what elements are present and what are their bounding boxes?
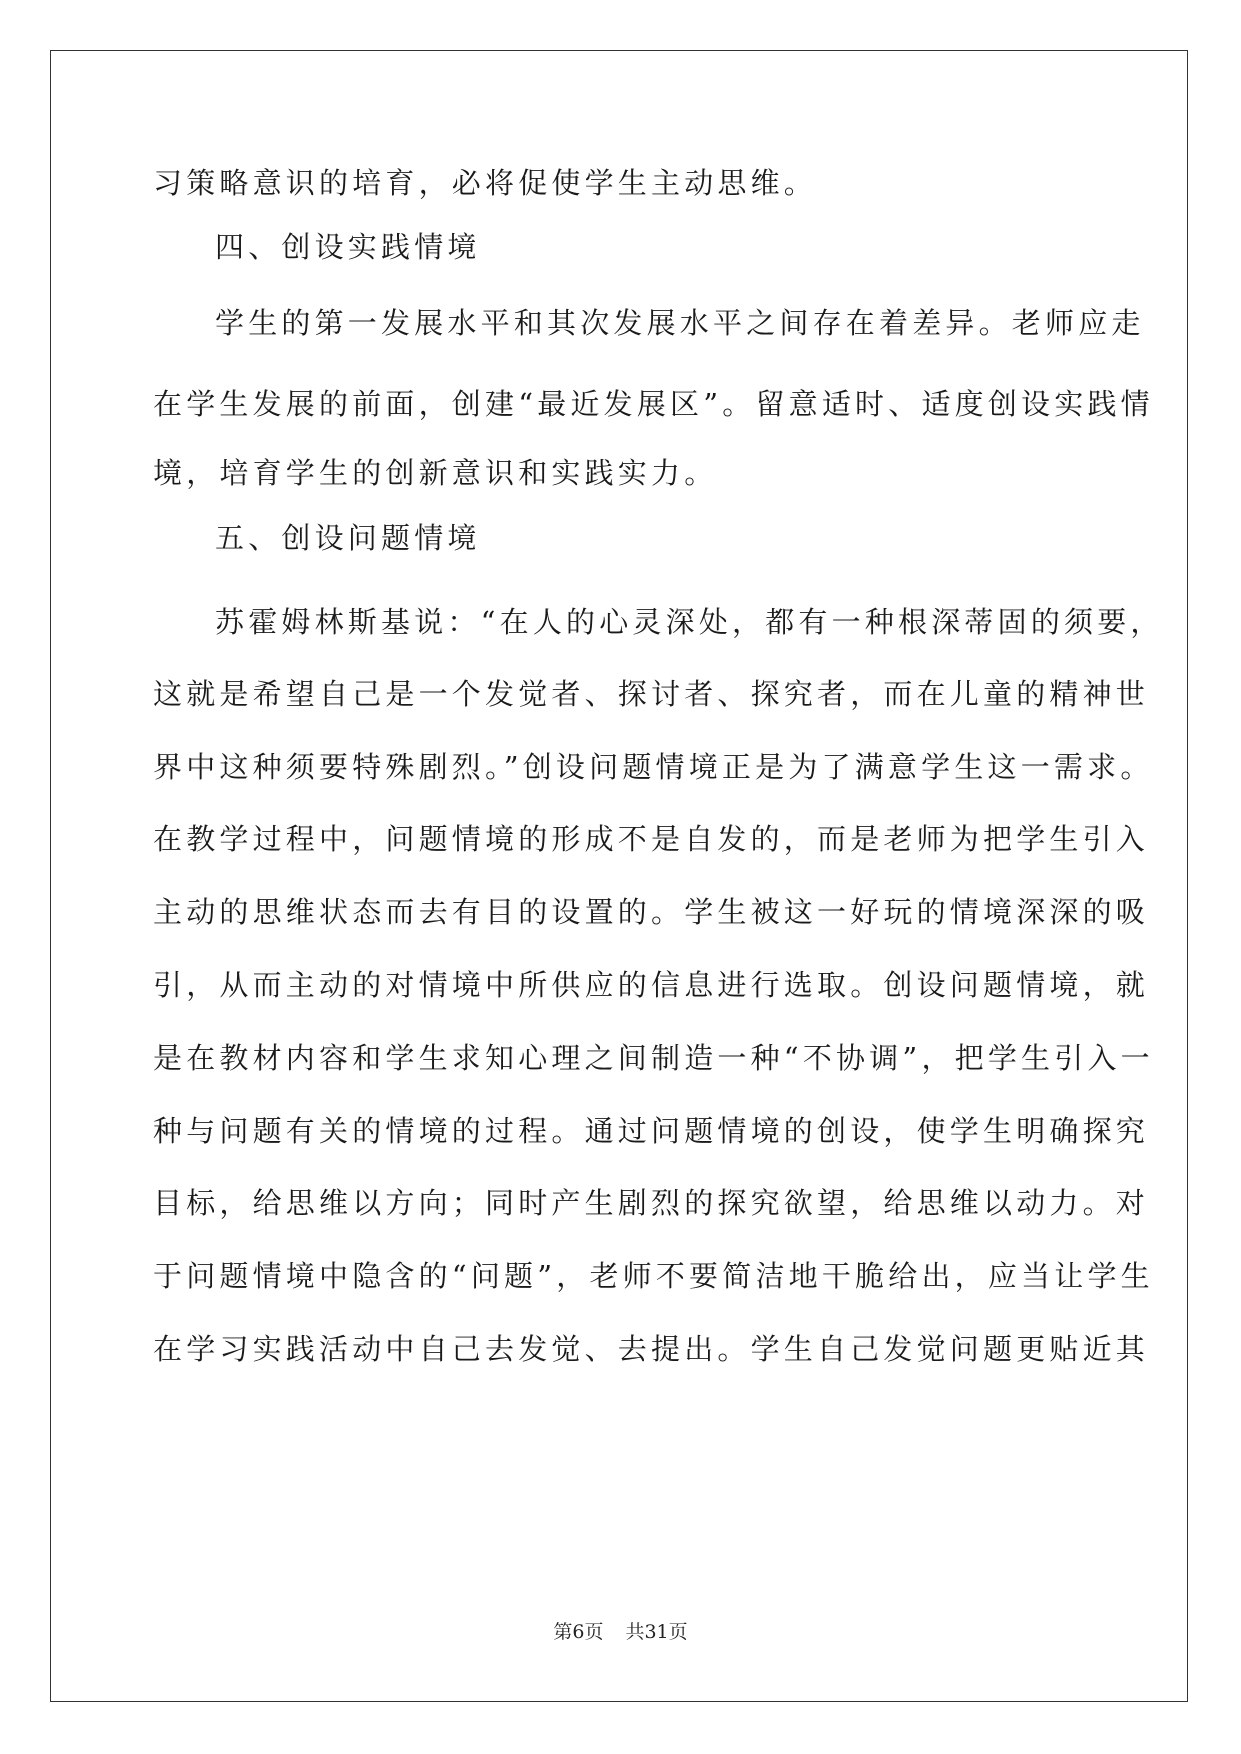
text-line: 目标，给思维以方向；同时产生剧烈的探究欲望，给思维以动力。对: [153, 1186, 1150, 1220]
page-total: 共31页: [625, 1621, 688, 1643]
text-line: 引，从而主动的对情境中所供应的信息进行选取。创设问题情境，就: [153, 968, 1150, 1002]
text-line: 是在教材内容和学生求知心理之间制造一种“不协调”，把学生引入一: [153, 1041, 1154, 1075]
text-line: 在学生发展的前面，创建“最近发展区”。留意适时、适度创设实践情: [153, 387, 1154, 421]
page-border: [50, 50, 1188, 1702]
text-line: 主动的思维状态而去有目的设置的。学生被这一好玩的情境深深的吸: [153, 895, 1150, 929]
section-heading: 五、创设问题情境: [215, 521, 481, 555]
page-footer: [0, 1620, 1241, 1644]
text-line: 习策略意识的培育，必将促使学生主动思维。: [153, 166, 818, 200]
text-line: 界中这种须要特殊剧烈。”创设问题情境正是为了满意学生这一需求。: [153, 750, 1154, 784]
text-line: 这就是希望自己是一个发觉者、探讨者、探究者，而在儿童的精神世: [153, 677, 1150, 711]
page-number: 第6页: [553, 1621, 604, 1643]
text-line: 境，培育学生的创新意识和实践实力。: [153, 456, 718, 490]
section-heading: 四、创设实践情境: [215, 230, 481, 264]
text-line: 于问题情境中隐含的“问题”，老师不要简洁地干脆给出，应当让学生: [153, 1259, 1154, 1293]
text-line: 苏霍姆林斯基说：“在人的心灵深处，都有一种根深蒂固的须要，: [215, 605, 1164, 639]
text-line: 学生的第一发展水平和其次发展水平之间存在着差异。老师应走: [215, 306, 1145, 340]
text-line: 在学习实践活动中自己去发觉、去提出。学生自己发觉问题更贴近其: [153, 1332, 1150, 1366]
text-line: 在教学过程中，问题情境的形成不是自发的，而是老师为把学生引入: [153, 822, 1150, 856]
text-line: 种与问题有关的情境的过程。通过问题情境的创设，使学生明确探究: [153, 1114, 1150, 1148]
